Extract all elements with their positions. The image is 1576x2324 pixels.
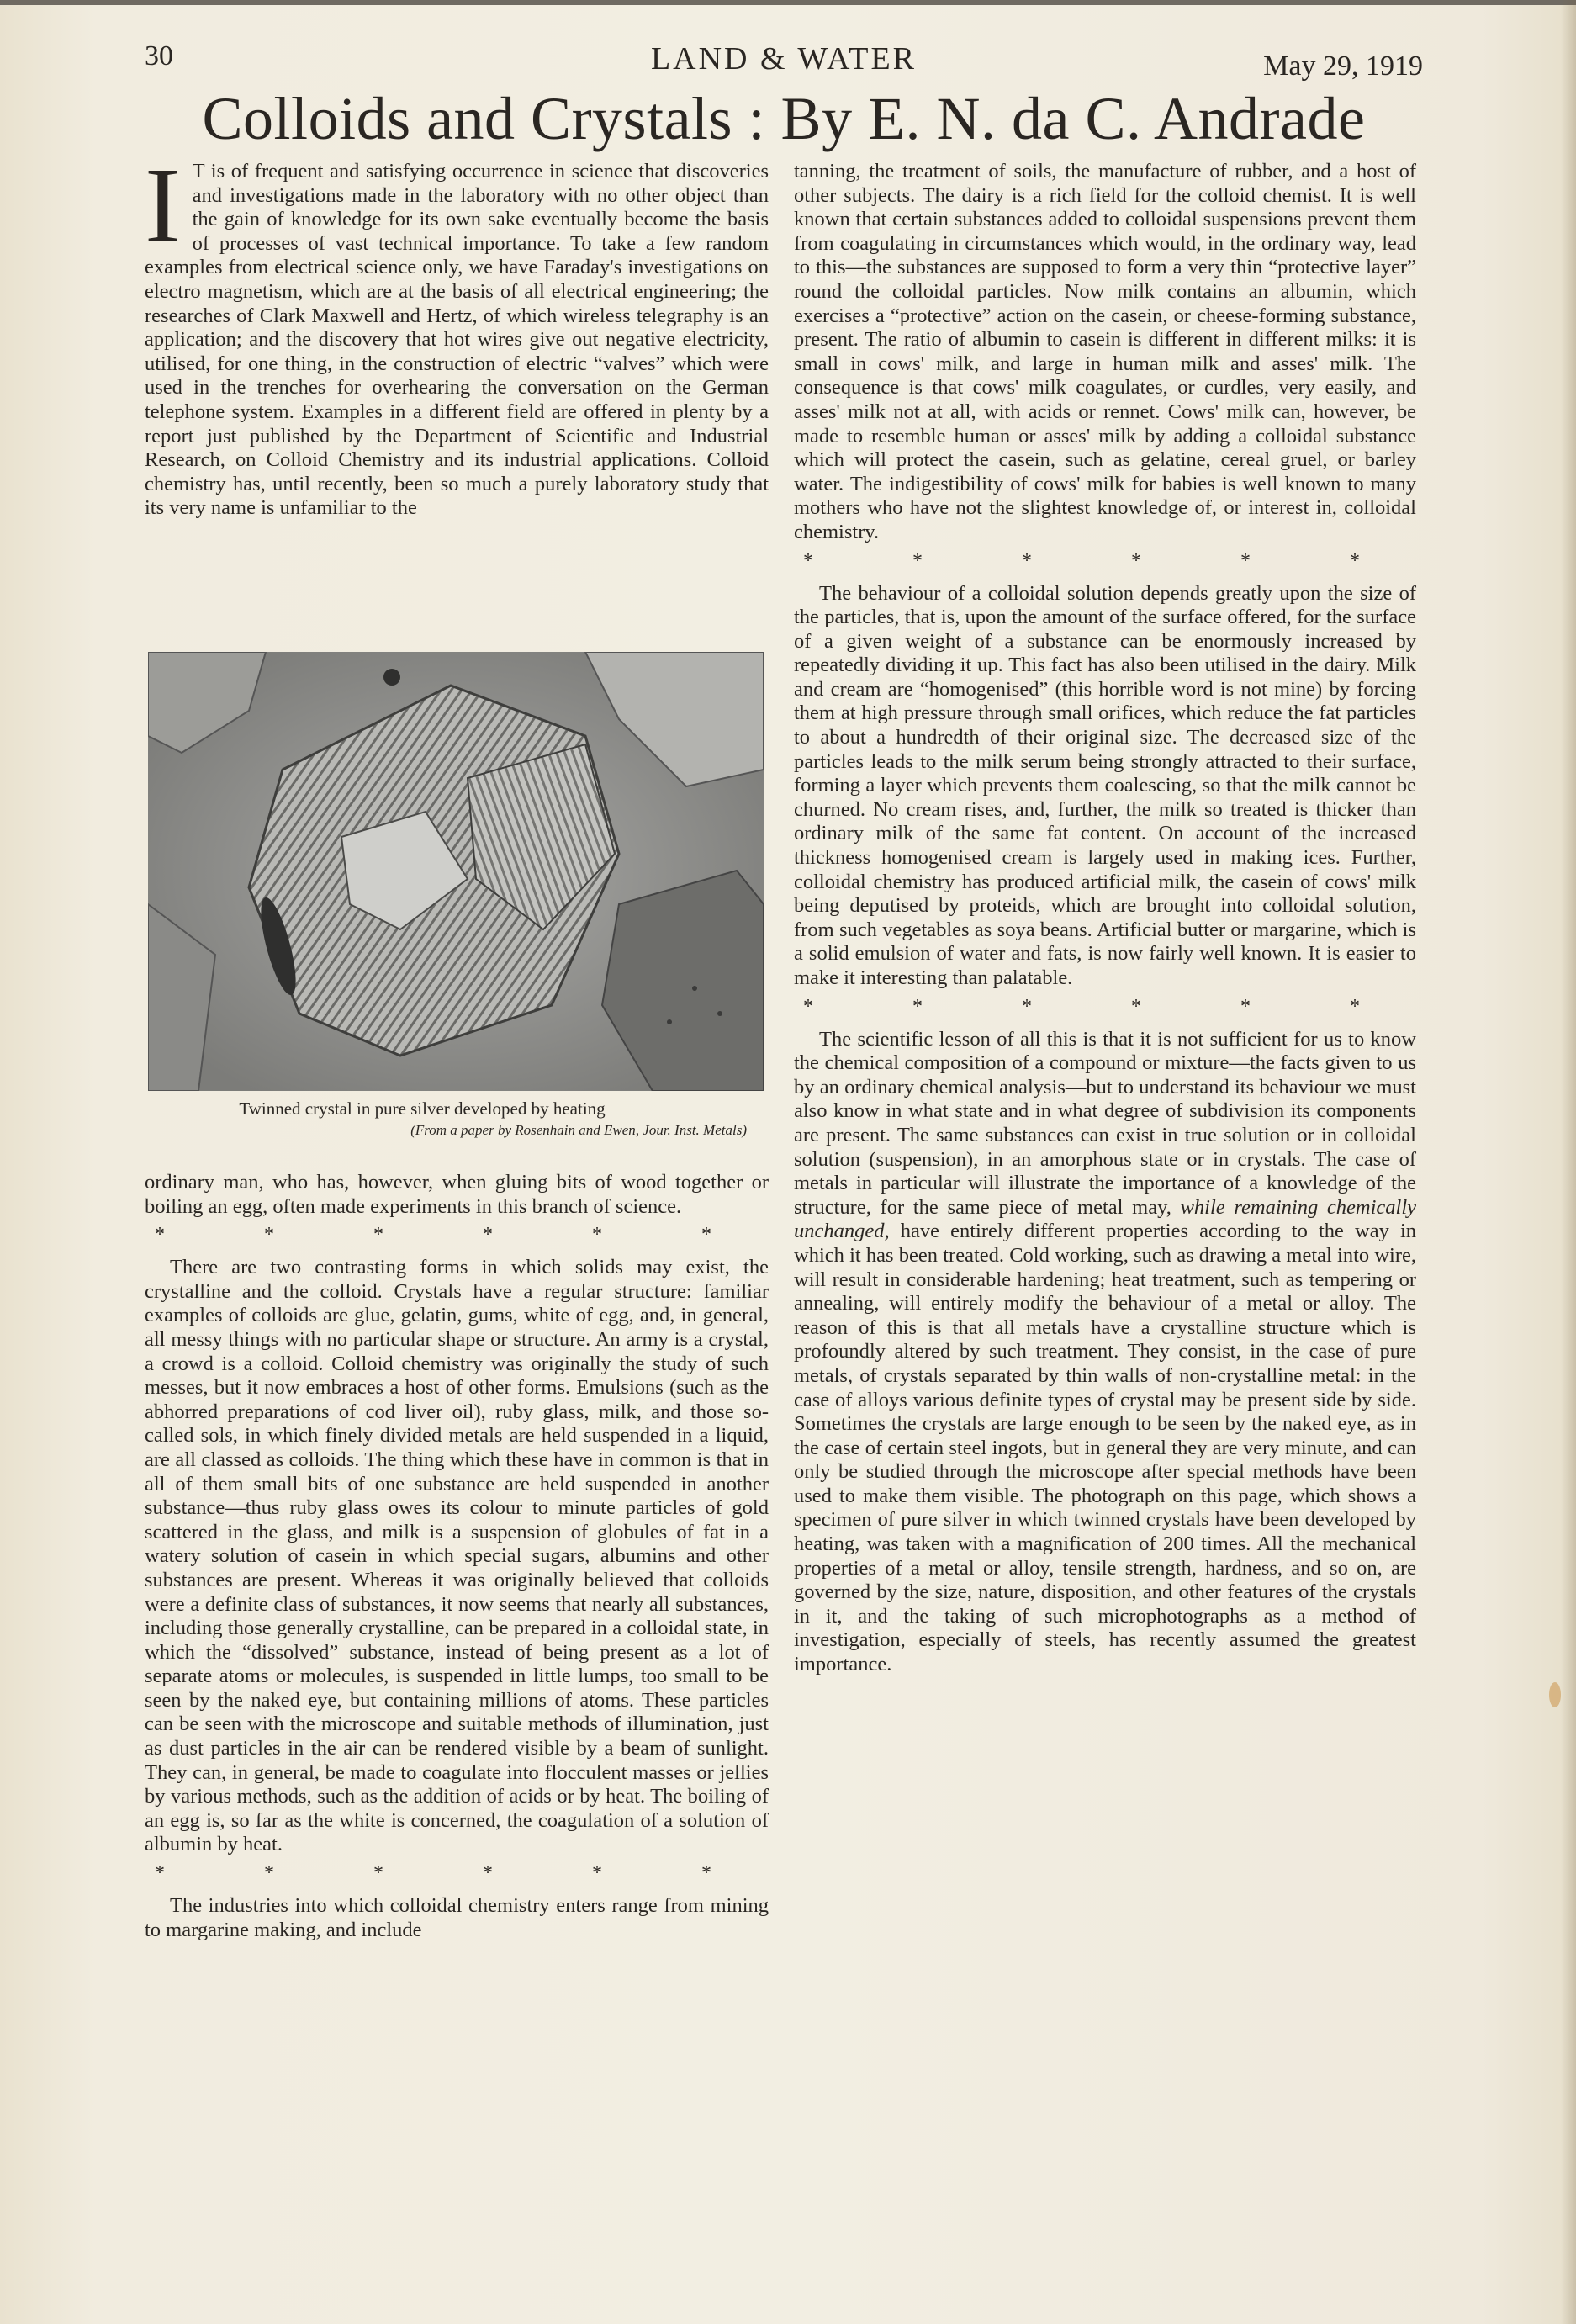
- top-border: [0, 0, 1576, 5]
- right-column: [794, 160, 1416, 1677]
- left-column-top: [145, 146, 769, 521]
- paragraph-continued: ordinary man, who has, however, when gluing bits of wood together or boiling an egg, often made experiments in this branch of science.: [145, 1171, 769, 1218]
- photo-caption: Twinned crystal in pure silver developed by heating: [239, 1098, 606, 1119]
- paragraph-scientific-lesson: [794, 1028, 1416, 1677]
- paper-stain: [1549, 1682, 1561, 1707]
- issue-date: May 29, 1919: [1263, 50, 1423, 82]
- intro-paragraph: [145, 146, 769, 521]
- paragraph-dairy: tanning, the treatment of soils, the manufacture of rubber, and a host of other subjects. The dairy is a rich field for the colloid chemist. It is well known that certain substances added to colloidal suspensions prevent them from coagulating in circumstances which would, in the ordinary way, lead to this—the substances are supposed to form a very thin “protective layer” round the colloidal particles. Now milk contains an albumin, which exercises a “protective” action on the casein, or cheese-forming substance, present. The ratio of albumin to casein is different in different milks: it is small in cows' milk, and large in human milk and asses' milk. The consequence is that cows' milk coagulates, or curdles, very easily, and asses' milk not at all, with acids or rennet. Cows' milk can, however, be made to resemble human or asses' milk by adding a colloidal substance which will protect the casein, such as gelatine, cereal gruel, or barley water. The indigestibility of cows' milk for babies is well known to many mothers who have not the slightest knowledge of, or interest in, colloidal chemistry.: [794, 160, 1416, 543]
- photo-credit: (From a paper by Rosenhain and Ewen, Jour. Inst. Metals): [410, 1122, 747, 1138]
- page-edge-shadow: [1561, 0, 1576, 2324]
- twinned-crystal-image: [148, 652, 764, 1091]
- paragraph-industries: The industries into which colloidal chemistry enters range from mining to margarine making, and include: [145, 1894, 769, 1941]
- lesson-text-start: The scientific lesson of all this is that it is not sufficient for us to know the chemical composition of a compound or mixture—the facts given to us by an ordinary chemical analysis—but to understand its behaviour we must also know in what state and in what degree of subdivision its components are present. The same substances can exist in true solution or in colloidal solution (suspension), in an amorphous state or in crystals. The case of metals in particular will illustrate the importance of a knowledge of the structure, for the same piece of metal may,: [794, 1027, 1416, 1219]
- drop-cap: I: [145, 146, 181, 265]
- left-column-bottom: [145, 1171, 769, 1942]
- section-separator: * * * * * *: [803, 995, 1407, 1018]
- publication-name: LAND & WATER: [650, 41, 918, 77]
- section-separator: * * * * * *: [803, 549, 1407, 572]
- crystal-photograph: [148, 652, 764, 1091]
- paragraph-colloid-forms: There are two contrasting forms in which solids may exist, the crystalline and the colloid. Crystals have a regular structure: familiar examples of colloids are glue, gelatin, gums, white of egg, and, in general, all messy things with no particular shape or structure. An army is a crystal, a crowd is a colloid. Colloid chemistry was originally the study of such messes, but it now embraces a host of other forms. Emulsions (such as the abhorred preparations of cod liver oil), ruby glass, milk, and those so-called sols, in which finely divided metals are held suspended in a liquid, are all classed as colloids. The thing which these have in common is that in all of them small bits of one substance are held suspended in another substance—thus ruby glass owes its colour to minute particles of gold scattered in the glass, and milk is a suspension of globules of fat in a watery solution of casein in which special sugars, albumins and other substances are present. Whereas it was originally believed that colloids were a definite class of substances, it now seems that nearly all substances, including those generally crystalline, can be prepared in a colloidal state, in which the “dissolved” substance, instead of being present as a lot of separate atoms or molecules, is suspended in little lumps, too small to be seen by the naked eye, but containing millions of atoms. These particles can be seen with the microscope and suitable methods of illumination, just as dust particles in the air can be rendered visible by a beam of sunlight. They can, in general, be made to coagulate into flocculent masses or jellies by various methods, such as the addition of acids or by heat. The boiling of an egg is, so far as the white is concerned, the coagulation of a solution of albumin by heat.: [145, 1256, 769, 1856]
- page-number: 30: [145, 40, 173, 71]
- emphasis-text: while remaining chemically unchanged,: [794, 1195, 1417, 1243]
- page-header: [145, 40, 1423, 82]
- photo-caption-block: [148, 1098, 764, 1141]
- section-separator: * * * * * *: [155, 1224, 759, 1247]
- section-separator: * * * * * *: [155, 1862, 759, 1885]
- paragraph-particle-size: The behaviour of a colloidal solution depends greatly upon the size of the particles, that is, upon the amount of the surface offered, for the surface of a given weight of a substance can be enormously increased by repeatedly dividing it up. This fact has also been utilised in the dairy. Milk and cream are “homogenised” (this horrible word is not mine) by forcing them at high pressure through small orifices, which reduce the fat particles to about a hundredth of their original size. The decreased size of the particles leads to the milk serum being strongly attracted to their surface, forming a layer which prevents them coalescing, so that the milk cannot be churned. No cream rises, and, further, the milk so treated is thicker than ordinary milk of the same fat content. On account of the increased thickness homogenised cream is largely used in making ices. Further, colloidal chemistry has produced artificial milk, the casein of cows' milk being deputised by proteids, which are brought into colloidal solution, from such vegetables as soya beans. Artificial butter or margarine, which is a solid emulsion of water and fats, is now fairly well known. It is easier to make it interesting than palatable.: [794, 581, 1416, 989]
- intro-text: T is of frequent and satisfying occurrence in science that discoveries and investigations made in the laboratory with no other object than the gain of knowledge for its own sake eventually become the basis of processes of vast technical importance. To take a few random examples from electrical science only, we have Faraday's investigations on electro magnetism, which are at the basis of all electrical engineering; the researches of Clark Maxwell and Hertz, of which wireless telegraphy is an application; and the discovery that hot wires give out negative electricity, utilised, for one thing, in the construction of electric “valves” which were used in the trenches for overhearing the conversation on the German telephone system. Examples in a different field are offered in plenty by a report just published by the Department of Scientific and Industrial Research, on Colloid Chemistry and its industrial applications. Colloid chemistry has, until recently, been so much a purely laboratory study that its very name is unfamiliar to the: [145, 160, 769, 520]
- lesson-text-end: have entirely different properties according to the way in which it has been treated. Cold working, such as drawing a metal into wire, will result in considerable hardening; heat treatment, such as tempering or annealing, will entirely modify the behaviour of a metal or alloy. The reason of this is that all metals have a crystalline structure which is profoundly altered by such treatment. They consist, in the case of pure metals, of crystals separated by thin walls of non-crystalline metal: in the case of alloys various definite types of crystal may be present side by side. Sometimes the crystals are large enough to be seen by the naked eye, as in the case of certain steel ingots, but in general they are very minute, and can only be studied through the microscope after special methods have been used to make them visible. The photograph on this page, which shows a specimen of pure silver in which twinned crystals have been developed by heating, was taken with a magnification of 200 times. All the mechanical properties of a metal or alloy, tensile strength, hardness, and so on, are governed by the size, nature, disposition, and other features of the crystals in it, and the taking of such microphotographs as a method of investigation, especially of steels, has recently assumed the greatest importance.: [794, 1220, 1416, 1676]
- article-title: Colloids and Crystals : By E. N. da C. Andrade: [202, 85, 1366, 152]
